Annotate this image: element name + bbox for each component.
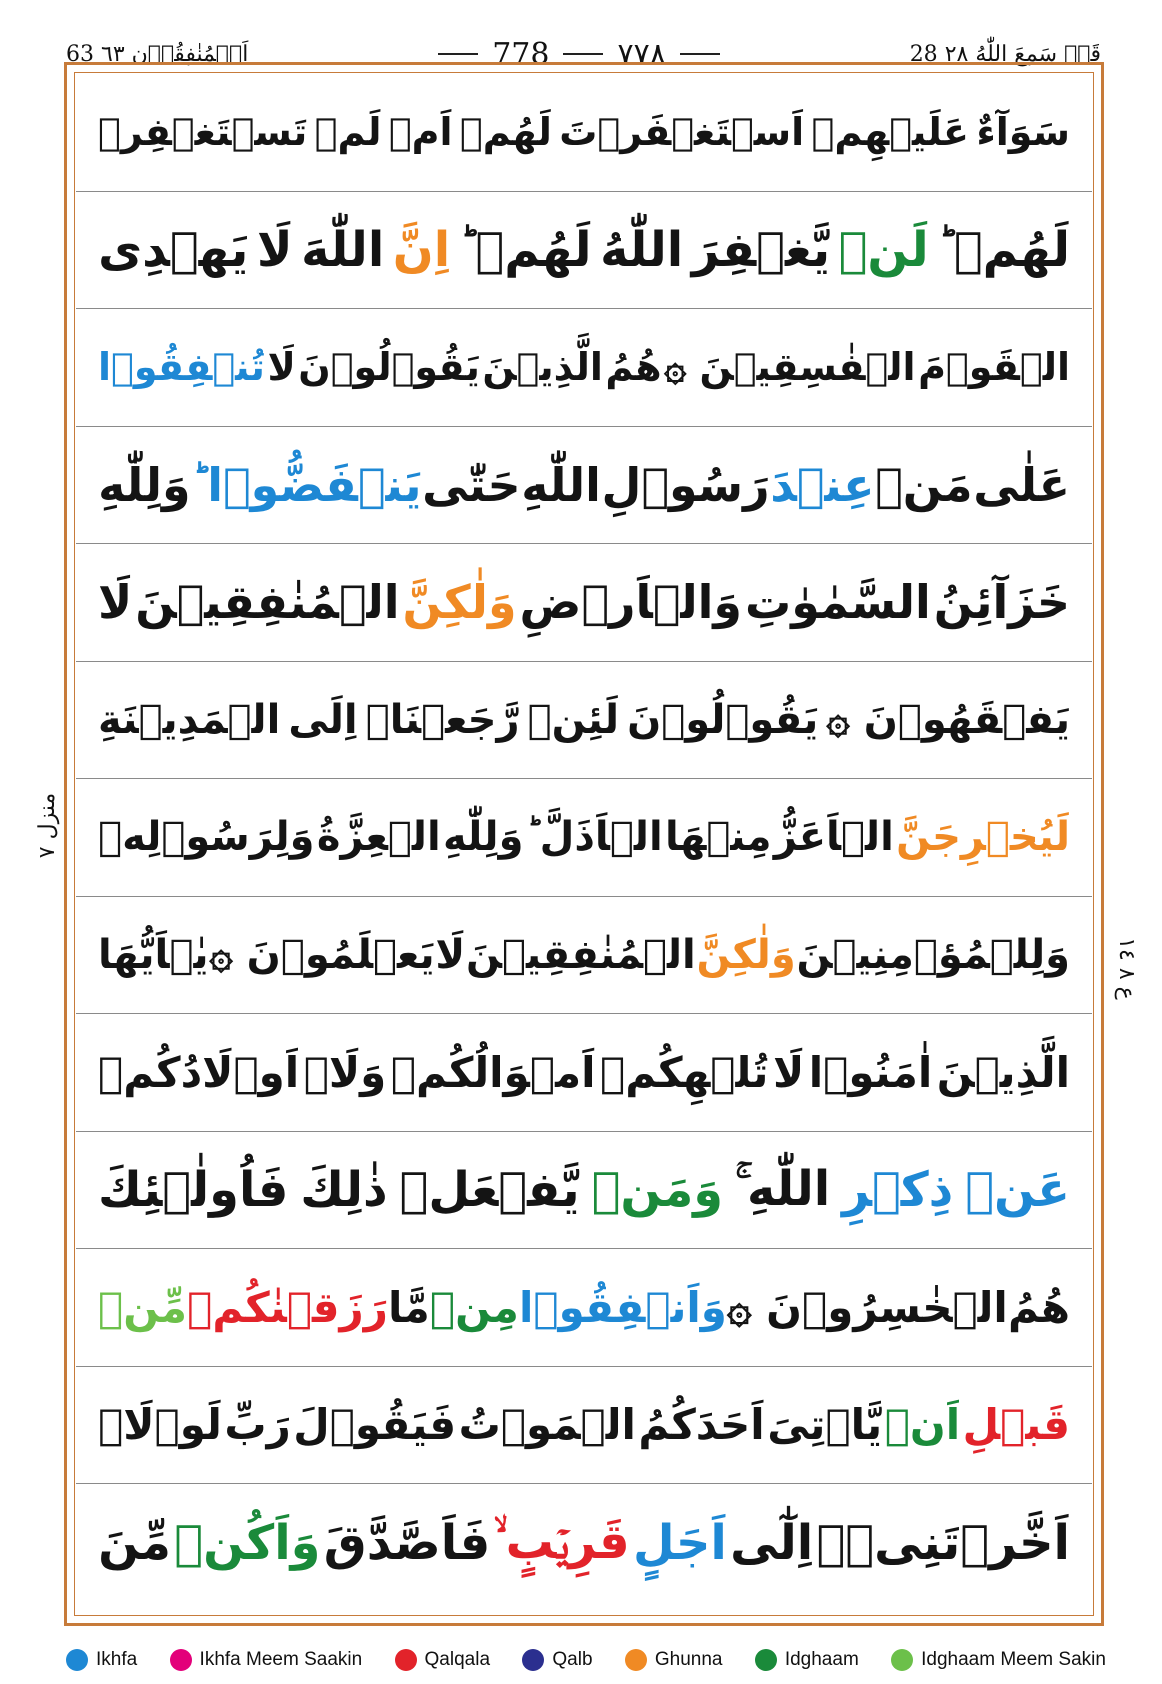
legend-color-dot (522, 1649, 544, 1671)
manzil-text: منزل ٧ (35, 792, 61, 858)
verse-word: وَلِلّٰهِ (98, 457, 191, 512)
verse-word: عَلَيۡهِمۡ (811, 110, 969, 155)
verse-word: لَيُخۡرِجَنَّ (896, 814, 1070, 861)
verse-line (76, 1249, 1092, 1367)
verse-word: لَا (267, 345, 296, 390)
verse-word: مِنۡ (429, 1282, 519, 1332)
verse-word: قَبۡلِ (962, 1400, 1070, 1450)
verse-word: الۡمُنٰفِقِيۡنَ (135, 575, 400, 630)
verse-word: يَقُوۡلُوۡنَ (627, 696, 819, 743)
verse-word: حَتّٰى (422, 457, 521, 512)
verse-lines (76, 74, 1092, 1614)
verse-line (76, 1367, 1092, 1485)
verse-word: اِلَى (288, 696, 358, 743)
verse-word: هُمُ (1007, 1282, 1070, 1332)
legend-item (755, 1649, 859, 1671)
verse-word: وَلٰكِنَّ (696, 931, 796, 978)
verse-word: اللّٰهِ (521, 457, 601, 512)
verse-line (76, 1484, 1092, 1602)
verse-word: خَزَآئِنُ (933, 575, 1070, 630)
legend-item (66, 1649, 137, 1671)
tajweed-legend (66, 1646, 1106, 1674)
verse-word: السَّمٰوٰتِ (745, 575, 931, 630)
verse-word: لَنۡ (838, 221, 929, 278)
verse-word: مِّنۡ (98, 1282, 188, 1332)
verse-word: يٰۤاَيُّهَا (98, 931, 209, 978)
verse-word: وَلِرَسُوۡلِهٖ (98, 814, 315, 861)
verse-word: سَوَآءٌ (976, 110, 1070, 155)
verse-word: لَا (435, 931, 466, 978)
legend-item (170, 1649, 363, 1671)
header-rule-right (438, 53, 478, 55)
ruku-text: ع ٨ ١٤ (1113, 936, 1139, 1000)
verse-word: لَوۡلَاۤ (98, 1400, 222, 1450)
verse-word: الَّذِيۡنَ (936, 1047, 1070, 1097)
verse-word: مِّنَ (98, 1514, 171, 1571)
verse-word: اللّٰهَ (301, 221, 385, 278)
legend-color-dot (66, 1649, 88, 1671)
verse-word: رَسُوۡلِ (601, 457, 770, 512)
verse-word: وَاَكُنۡ (174, 1514, 321, 1571)
verse-line (76, 779, 1092, 897)
verse-word: يَعۡلَمُوۡنَ ۞ (209, 931, 435, 978)
verse-word: وَالۡاَرۡضِ (519, 575, 743, 630)
verse-word: تُلۡهِكُمۡ (600, 1047, 769, 1097)
legend-item (891, 1649, 1106, 1671)
legend-label: Qalb (552, 1649, 593, 1670)
verse-word: رَزَقۡنٰكُمۡ (187, 1282, 388, 1332)
verse-word: رَّجَعۡنَاۤ (365, 696, 520, 743)
verse-word: قَرِيۡبٍ ۙ (493, 1514, 630, 1571)
header-rule-left (680, 53, 720, 55)
legend-color-dot (891, 1649, 913, 1671)
verse-word: يَّفۡعَلۡ (399, 1161, 580, 1218)
verse-word: اَوۡلَادُكُمۡ (98, 1047, 300, 1097)
verse-word: رَبِّ (224, 1400, 291, 1450)
verse-word: يَنۡفَضُّوۡا ؕ (191, 457, 422, 512)
verse-word: اَمۡ (388, 110, 453, 155)
verse-word: اَسۡتَغۡفَرۡتَ (559, 110, 805, 155)
verse-word: الۡاَذَلَّ ؕ (525, 814, 663, 861)
manzil-marker (28, 770, 68, 880)
verse-word: اَنۡ (884, 1400, 961, 1450)
verse-word: لَا (772, 1047, 805, 1097)
verse-word: اَجَلٍ (632, 1514, 727, 1571)
verse-line (76, 74, 1092, 192)
page-number: 778 (492, 36, 550, 72)
legend-label: Qalqala (424, 1649, 491, 1670)
verse-word: هُمُ (605, 345, 662, 390)
verse-word: فَيَقُوۡلَ (293, 1400, 457, 1450)
verse-word: مِنۡهَا (664, 814, 772, 861)
verse-word: فَاُولٰۤئِكَ (98, 1161, 289, 1218)
surah-name-text: 63 اَلۡمُنٰفِقُوۡن ٦٣ (66, 41, 249, 67)
legend-label: Idghaam (784, 1649, 859, 1670)
verse-word: لَا (98, 575, 133, 630)
verse-word: وَلٰكِنَّ (402, 575, 517, 630)
verse-word: لَهُمۡ ؕ (937, 221, 1070, 278)
verse-word: لَا (256, 221, 293, 278)
verse-line (76, 897, 1092, 1015)
legend-color-dot (170, 1649, 192, 1671)
legend-item (522, 1649, 592, 1671)
verse-word: الۡمَوۡتُ (458, 1400, 636, 1450)
verse-word: الۡمَدِيۡنَةِ (98, 696, 281, 743)
verse-word: اَحَدَكُمُ (638, 1400, 765, 1450)
verse-word: تَسۡتَغۡفِرۡ (98, 110, 308, 155)
verse-word: اللّٰهِ ۚ (735, 1161, 831, 1218)
verse-word: اَمۡوَالُكُمۡ (390, 1047, 596, 1097)
header-rule-middle (563, 53, 603, 55)
legend-color-dot (625, 1649, 647, 1671)
legend-item (625, 1649, 723, 1671)
verse-word: فَاَصَّدَّقَ (323, 1514, 491, 1571)
verse-word: اِنَّ (392, 221, 451, 278)
verse-word: الۡفٰسِقِيۡنَ ۞ (664, 345, 916, 390)
verse-word: اِلٰٓى (730, 1514, 814, 1571)
page-number-arabic: ٧٧٨ (617, 36, 666, 72)
verse-word: لَئِنۡ (527, 696, 620, 743)
verse-word: لَهُمۡ ؕ (458, 221, 592, 278)
verse-word: وَمَنۡ (591, 1161, 724, 1218)
verse-line (76, 662, 1092, 780)
verse-word: وَلِلۡمُؤۡمِنِيۡنَ (796, 931, 1070, 978)
verse-word: تُنۡفِقُوۡا (98, 345, 265, 390)
verse-word: يَهۡدِى (98, 221, 249, 278)
verse-word: يَّاۡتِىَ (767, 1400, 883, 1450)
verse-word: وَلِلّٰهِ (442, 814, 524, 861)
verse-word: اللّٰهُ (600, 221, 684, 278)
verse-word: الۡمُنٰفِقِيۡنَ (465, 931, 696, 978)
verse-word: مَّا (387, 1282, 430, 1332)
verse-line (76, 1132, 1092, 1250)
verse-word: يَقُوۡلُوۡنَ (298, 345, 480, 390)
verse-word: الۡاَعَزُّ (773, 814, 894, 861)
verse-word: عَلٰى (973, 457, 1070, 512)
verse-word: يَفۡقَهُوۡنَ ۞ (826, 696, 1070, 743)
juz-name-text: 28 قَدۡ سَمِعَ اللّٰهُ ٢٨ (909, 41, 1101, 67)
verse-word: عِنۡدَ (770, 457, 875, 512)
verse-word: الۡخٰسِرُوۡنَ ۞ (726, 1282, 1008, 1332)
verse-word: ذِكۡرِ (842, 1161, 954, 1218)
legend-color-dot (395, 1649, 417, 1671)
verse-word: وَاَنۡفِقُوۡا (518, 1282, 727, 1332)
verse-line (76, 192, 1092, 310)
verse-word: الۡقَوۡمَ (918, 345, 1070, 390)
verse-word: لَمۡ (314, 110, 382, 155)
verse-word: الۡعِزَّةُ (316, 814, 441, 861)
verse-word: مَنۡ (875, 457, 973, 512)
verse-line (76, 427, 1092, 545)
verse-line (76, 309, 1092, 427)
verse-word: ذٰلِكَ (300, 1161, 388, 1218)
verse-word: يَّغۡفِرَ (691, 221, 831, 278)
verse-line (76, 1014, 1092, 1132)
legend-label: Idghaam Meem Sakin (921, 1649, 1106, 1670)
verse-line (76, 544, 1092, 662)
legend-item (395, 1649, 491, 1671)
legend-label: Ghunna (654, 1649, 723, 1670)
verse-word: وَلَاۤ (303, 1047, 387, 1097)
verse-word: لَهُمۡ (459, 110, 552, 155)
legend-color-dot (755, 1649, 777, 1671)
verse-word: اٰمَنُوۡا (808, 1047, 933, 1097)
ruku-marker (1106, 918, 1146, 1018)
legend-label: Ikhfa Meem Saakin (199, 1649, 363, 1670)
verse-word: عَنۡ (965, 1161, 1070, 1218)
verse-word: اَخَّرۡتَنِىۡۤ (816, 1514, 1070, 1571)
verse-word: الَّذِيۡنَ (482, 345, 603, 390)
legend-label: Ikhfa (96, 1649, 138, 1670)
